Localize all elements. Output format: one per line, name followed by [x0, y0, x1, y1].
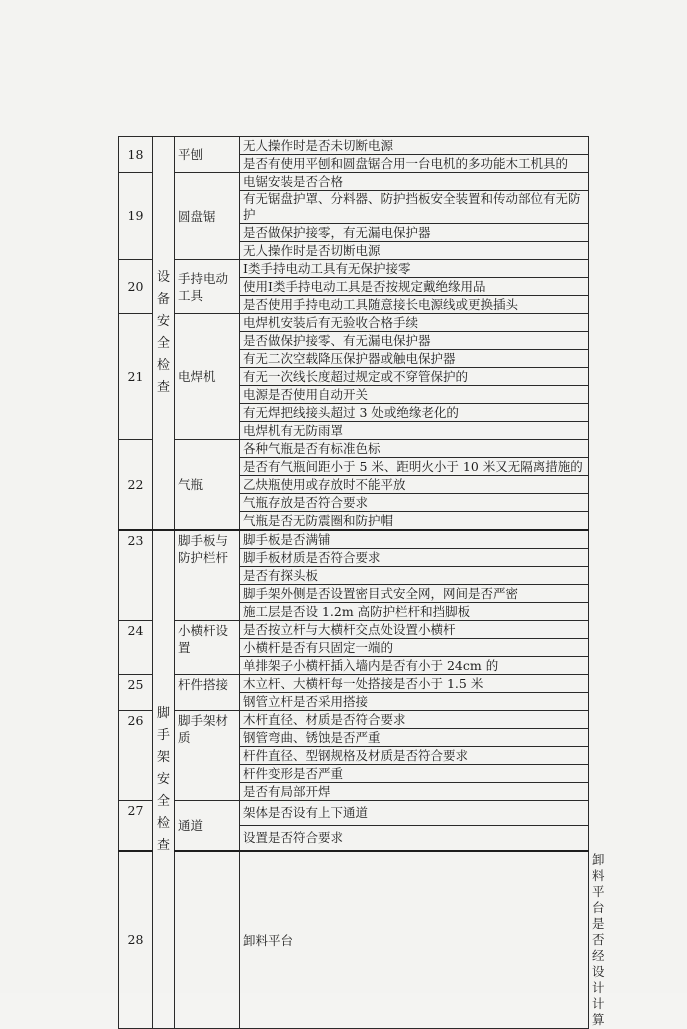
category-blank — [175, 851, 240, 1029]
check-content: 小横杆是否有只固定一端的 — [240, 639, 589, 657]
item-name: 卸料平台 — [240, 851, 589, 1029]
check-content: 有无焊把线接头超过 3 处或绝缘老化的 — [240, 404, 589, 422]
check-content: 各种气瓶是否有标准色标 — [240, 440, 589, 458]
check-content: 脚手架外侧是否设置密目式安全网，网间是否严密 — [240, 585, 589, 603]
check-content: 杆件直径、型钢规格及材质是否符合要求 — [240, 747, 589, 765]
item-name: 气瓶 — [175, 440, 240, 531]
check-content: 乙炔瓶使用或存放时不能平放 — [240, 476, 589, 494]
row-number: 27 — [119, 801, 153, 852]
check-content: 单排架子小横杆插入墙内是否有小于 24cm 的 — [240, 657, 589, 675]
check-content: 有无一次线长度超过规定或不穿管保护的 — [240, 368, 589, 386]
check-content: 气瓶存放是否符合要求 — [240, 494, 589, 512]
item-name: 杆件搭接 — [175, 675, 240, 711]
check-content: 施工层是否设 1.2m 高防护栏杆和挡脚板 — [240, 603, 589, 621]
check-content: 木杆直径、材质是否符合要求 — [240, 711, 589, 729]
check-content: 电焊机有无防雨罩 — [240, 422, 589, 440]
check-content: 是否有局部开焊 — [240, 783, 589, 801]
check-content: 是否按立杆与大横杆交点处设置小横杆 — [240, 621, 589, 639]
table-row — [119, 801, 589, 826]
item-name: 通道 — [175, 801, 240, 852]
check-content: 电焊机安装后有无验收合格手续 — [240, 314, 589, 332]
check-content: 电源是否使用自动开关 — [240, 386, 589, 404]
check-content: 有无二次空载降压保护器或触电保护器 — [240, 350, 589, 368]
check-content: 设置是否符合要求 — [240, 826, 589, 852]
check-content: 杆件变形是否严重 — [240, 765, 589, 783]
table-row: 28 卸料平台 卸料平台是否经设计计算 — [119, 851, 589, 1029]
item-name: 电焊机 — [175, 314, 240, 440]
table-row — [119, 173, 589, 191]
row-number: 24 — [119, 621, 153, 675]
check-content: 是否做保护接零、有无漏电保护器 — [240, 332, 589, 350]
check-content: 气瓶是否无防震圈和防护帽 — [240, 512, 589, 531]
check-content: 是否使用手持电动工具随意接长电源线或更换插头 — [240, 296, 589, 314]
check-content: 是否做保护接零，有无漏电保护器 — [240, 224, 589, 242]
table-row — [119, 137, 589, 155]
item-name: 脚手架材质 — [175, 711, 240, 801]
row-number: 19 — [119, 173, 153, 260]
row-number: 28 — [119, 851, 153, 1029]
item-name: 手持电动工具 — [175, 260, 240, 314]
table-row — [119, 530, 589, 549]
item-name: 圆盘锯 — [175, 173, 240, 260]
check-content: 无人操作时是否切断电源 — [240, 242, 589, 260]
row-number: 25 — [119, 675, 153, 711]
check-content: 架体是否设有上下通道 — [240, 801, 589, 826]
table-row — [119, 314, 589, 332]
table-row — [119, 440, 589, 458]
check-content: 电锯安装是否合格 — [240, 173, 589, 191]
check-content: 是否有气瓶间距小于 5 米、距明火小于 10 米又无隔离措施的 — [240, 458, 589, 476]
check-content: 是否有探头板 — [240, 567, 589, 585]
check-content: Ⅰ类手持电动工具有无保护接零 — [240, 260, 589, 278]
check-content: 使用Ⅰ类手持电动工具是否按规定戴绝缘用品 — [240, 278, 589, 296]
check-content: 木立杆、大横杆每一处搭接是否小于 1.5 米 — [240, 675, 589, 693]
check-content: 无人操作时是否未切断电源 — [240, 137, 589, 155]
table-row — [119, 260, 589, 278]
category-equipment-safety: 设 备 安 全 检 查 — [153, 137, 175, 531]
row-number: 22 — [119, 440, 153, 531]
item-name: 脚手板与防护栏杆 — [175, 530, 240, 621]
table-row — [119, 711, 589, 729]
item-name: 平刨 — [175, 137, 240, 173]
safety-checklist-table — [118, 136, 605, 1029]
row-number: 21 — [119, 314, 153, 440]
row-number: 26 — [119, 711, 153, 801]
row-number: 18 — [119, 137, 153, 173]
check-content: 脚手板材质是否符合要求 — [240, 549, 589, 567]
check-content: 脚手板是否满铺 — [240, 530, 589, 549]
check-content: 是否有使用平刨和圆盘锯合用一台电机的多功能木工机具的 — [240, 155, 589, 173]
item-name: 小横杆设置 — [175, 621, 240, 675]
row-number: 23 — [119, 530, 153, 621]
check-content: 有无锯盘护罩、分料器、防护挡板安全装置和传动部位有无防护 — [240, 191, 589, 224]
check-content: 钢管立杆是否采用搭接 — [240, 693, 589, 711]
table-row — [119, 621, 589, 639]
row-number: 20 — [119, 260, 153, 314]
category-scaffold-safety: 脚 手 架 安 全 检 查 — [153, 530, 175, 1029]
check-content: 钢管弯曲、锈蚀是否严重 — [240, 729, 589, 747]
table-row — [119, 675, 589, 693]
